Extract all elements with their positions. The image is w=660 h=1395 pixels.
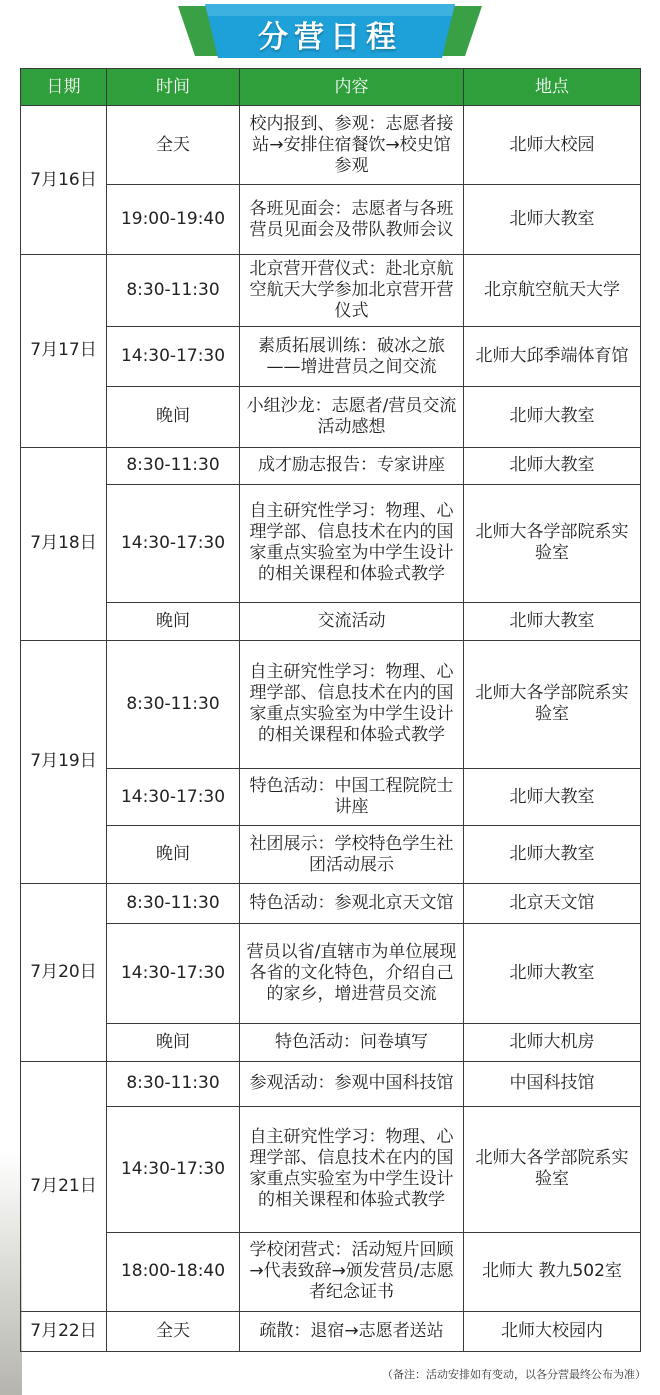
date-cell: 7月22日 [21, 1311, 107, 1351]
table-row [21, 106, 641, 185]
content-cell: 自主研究性学习：物理、心理学部、信息技术在内的国家重点实验室为中学生设计的相关课程和体验式教学 [240, 484, 464, 602]
date-cell: 7月20日 [21, 884, 107, 1062]
title-banner [0, 0, 660, 62]
time-cell: 8:30-11:30 [107, 1062, 240, 1106]
table-row [21, 602, 641, 640]
place-cell: 中国科技馆 [464, 1062, 641, 1106]
table-row [21, 387, 641, 447]
content-cell: 成才励志报告：专家讲座 [240, 447, 464, 484]
time-cell: 19:00-19:40 [107, 185, 240, 255]
place-cell: 北师大各学部院系实验室 [464, 484, 641, 602]
content-cell: 特色活动：中国工程院院士讲座 [240, 769, 464, 826]
place-cell: 北师大校园内 [464, 1311, 641, 1351]
time-cell: 14:30-17:30 [107, 1106, 240, 1232]
table-row [21, 1062, 641, 1106]
date-cell: 7月21日 [21, 1062, 107, 1311]
schedule-table [20, 68, 641, 1352]
date-cell: 7月16日 [21, 106, 107, 255]
place-cell: 北师大 教九502室 [464, 1232, 641, 1311]
header-content: 内容 [240, 69, 464, 106]
content-cell: 参观活动：参观中国科技馆 [240, 1062, 464, 1106]
place-cell: 北师大邱季端体育馆 [464, 327, 641, 387]
place-cell: 北师大教室 [464, 185, 641, 255]
content-cell: 校内报到、参观：志愿者接站→安排住宿餐饮→校史馆参观 [240, 106, 464, 185]
content-cell: 交流活动 [240, 602, 464, 640]
content-cell: 北京营开营仪式：赴北京航空航天大学参加北京营开营仪式 [240, 255, 464, 327]
content-cell: 疏散：退宿→志愿者送站 [240, 1311, 464, 1351]
date-cell: 7月17日 [21, 255, 107, 447]
table-row [21, 640, 641, 768]
time-cell: 14:30-17:30 [107, 769, 240, 826]
place-cell: 北师大教室 [464, 769, 641, 826]
content-cell: 自主研究性学习：物理、心理学部、信息技术在内的国家重点实验室为中学生设计的相关课程和体验式教学 [240, 1106, 464, 1232]
table-row [21, 1311, 641, 1351]
content-cell: 学校闭营式：活动短片回顾→代表致辞→颁发营员/志愿者纪念证书 [240, 1232, 464, 1311]
time-cell: 8:30-11:30 [107, 884, 240, 924]
place-cell: 北师大校园 [464, 106, 641, 185]
time-cell: 全天 [107, 106, 240, 185]
place-cell: 北师大教室 [464, 387, 641, 447]
header-date: 日期 [21, 69, 107, 106]
time-cell: 晚间 [107, 602, 240, 640]
content-cell: 素质拓展训练：破冰之旅——增进营员之间交流 [240, 327, 464, 387]
time-cell: 14:30-17:30 [107, 327, 240, 387]
time-cell: 8:30-11:30 [107, 640, 240, 768]
footnote: （备注：活动安排如有变动，以各分营最终公布为准） [382, 1368, 646, 1381]
table-row [21, 255, 641, 327]
time-cell: 14:30-17:30 [107, 924, 240, 1024]
time-cell: 18:00-18:40 [107, 1232, 240, 1311]
table-row [21, 826, 641, 884]
time-cell: 全天 [107, 1311, 240, 1351]
time-cell: 8:30-11:30 [107, 255, 240, 327]
time-cell: 8:30-11:30 [107, 447, 240, 484]
place-cell: 北师大各学部院系实验室 [464, 640, 641, 768]
time-cell: 晚间 [107, 387, 240, 447]
table-row [21, 1024, 641, 1062]
header-place: 地点 [464, 69, 641, 106]
content-cell: 社团展示：学校特色学生社团活动展示 [240, 826, 464, 884]
table-row [21, 327, 641, 387]
content-cell: 营员以省/直辖市为单位展现各省的文化特色，介绍自己的家乡，增进营员交流 [240, 924, 464, 1024]
content-cell: 小组沙龙：志愿者/营员交流活动感想 [240, 387, 464, 447]
table-row [21, 447, 641, 484]
place-cell: 北师大教室 [464, 447, 641, 484]
content-cell: 自主研究性学习：物理、心理学部、信息技术在内的国家重点实验室为中学生设计的相关课程和体验式教学 [240, 640, 464, 768]
place-cell: 北京天文馆 [464, 884, 641, 924]
page-title: 分营日程 [258, 20, 402, 55]
place-cell: 北师大各学部院系实验室 [464, 1106, 641, 1232]
header-time: 时间 [107, 69, 240, 106]
table-row [21, 769, 641, 826]
time-cell: 晚间 [107, 826, 240, 884]
date-cell: 7月19日 [21, 640, 107, 883]
place-cell: 北师大机房 [464, 1024, 641, 1062]
table-row [21, 1106, 641, 1232]
table-row [21, 484, 641, 602]
time-cell: 晚间 [107, 1024, 240, 1062]
place-cell: 北师大教室 [464, 826, 641, 884]
content-cell: 特色活动：问卷填写 [240, 1024, 464, 1062]
decorative-background-edge [0, 1150, 22, 1395]
content-cell: 特色活动：参观北京天文馆 [240, 884, 464, 924]
table-row [21, 924, 641, 1024]
table-header-row [21, 69, 641, 106]
table-row [21, 884, 641, 924]
place-cell: 北师大教室 [464, 924, 641, 1024]
content-cell: 各班见面会：志愿者与各班营员见面会及带队教师会议 [240, 185, 464, 255]
place-cell: 北京航空航天大学 [464, 255, 641, 327]
date-cell: 7月18日 [21, 447, 107, 640]
table-row [21, 185, 641, 255]
time-cell: 14:30-17:30 [107, 484, 240, 602]
place-cell: 北师大教室 [464, 602, 641, 640]
table-row [21, 1232, 641, 1311]
